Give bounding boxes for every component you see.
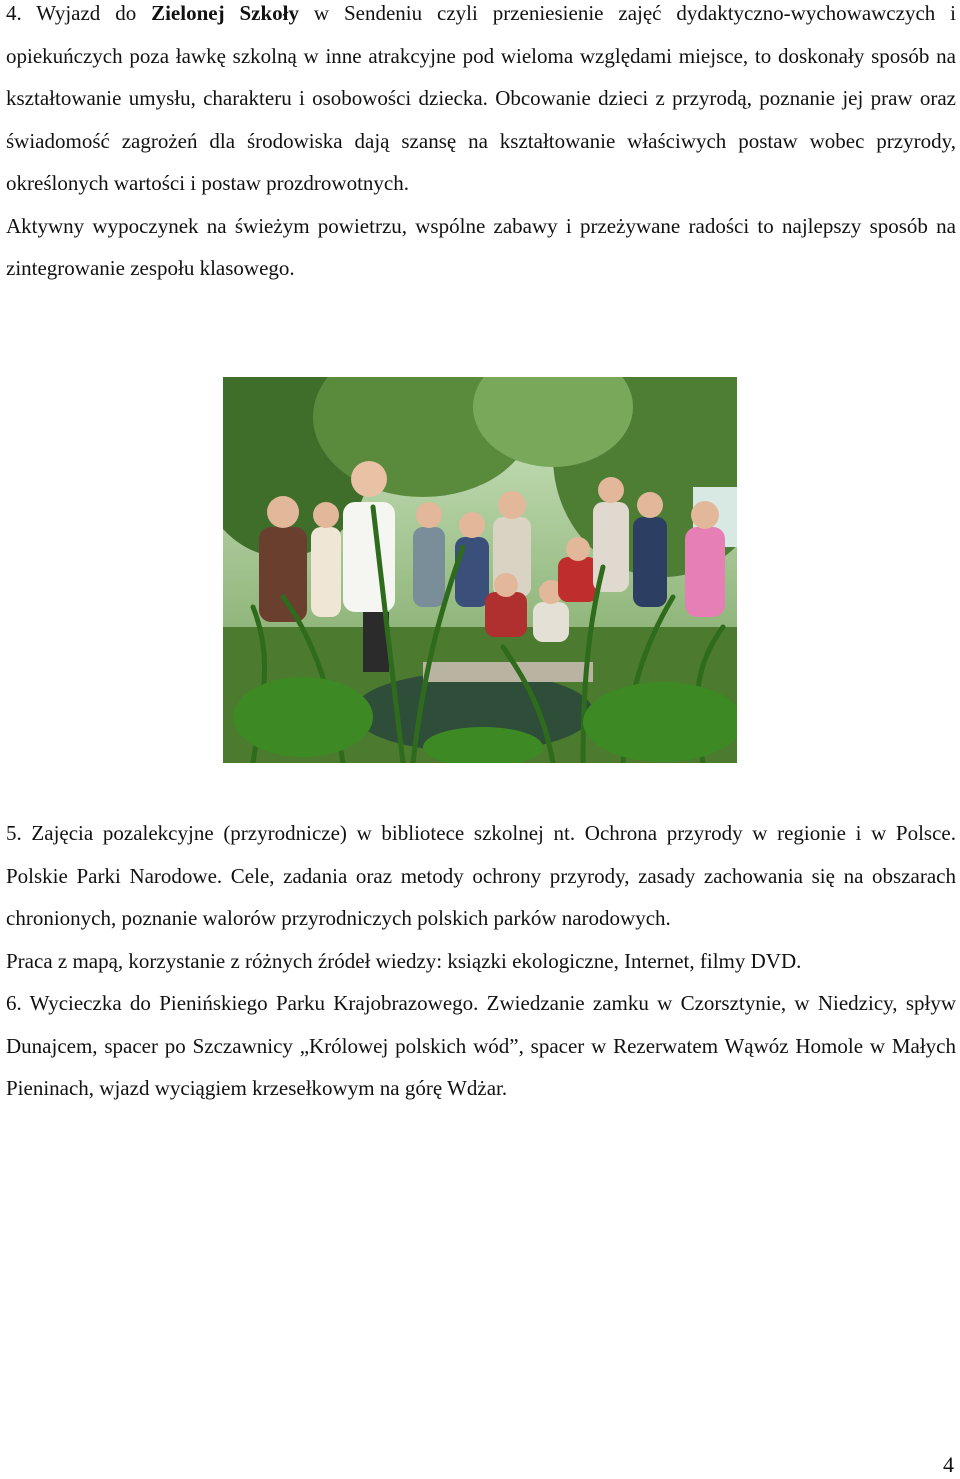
section-5-paragraph-2: Praca z mapą, korzystanie z różnych źródeł wiedzy: ksiązki ekologiczne, Internet, filmy DVD. [6, 948, 802, 973]
section-4-paragraph [6, 0, 956, 205]
section-5-paragraph: 5. Zajęcia pozalekcyjne (przyrodnicze) w bibliotece szkolnej nt. Ochrona przyrody w regionie i w Polsce. Polskie Parki Narodowe. Cele, zadania oraz metody ochrony przyrody, zasady zachowania się na obszarach chronionych, poznanie walorów przyrodniczych polskich parków narodowych. [6, 821, 956, 930]
photo-group-by-pond-icon [223, 377, 737, 763]
page-content-lower [6, 812, 956, 1110]
section-4-prefix: 4. Wyjazd do [6, 1, 152, 25]
photo-children-by-pond [223, 377, 737, 763]
page-content [6, 0, 956, 290]
section-4-bold-title: Zielonej Szkoły [151, 1, 299, 25]
section-4-text: w Sendeniu czyli przeniesienie zajęć dydaktyczno-wychowawczych i opiekuńczych poza ławkę szkolną w inne atrakcyjne pod wieloma względami miejsce, to doskonały sposób na kształtowanie umysłu, charakteru i osobowości dziecka. Obcowanie dzieci z przyrodą, poznanie jej praw oraz świadomość zagrożeń dla środowiska dają szansę na kształtowanie właściwych postaw wobec przyrody, określonych wartości i postaw prozdrowotnych. [6, 1, 957, 195]
page-number: 4 [943, 1452, 954, 1477]
section-4-paragraph-2: Aktywny wypoczynek na świeżym powietrzu, wspólne zabawy i przeżywane radości to najlepszy sposób na zintegrowanie zespołu klasowego. [6, 213, 956, 280]
section-6-paragraph: 6. Wycieczka do Pienińskiego Parku Krajobrazowego. Zwiedzanie zamku w Czorsztynie, w Niedzicy, spływ Dunajcem, spacer po Szczawnicy „Królowej polskich wód”, spacer w Rezerwatem Wąwóz Homole w Małych Pieninach, wjazd wyciągiem krzesełkowym na górę Wdżar. [6, 991, 956, 1100]
